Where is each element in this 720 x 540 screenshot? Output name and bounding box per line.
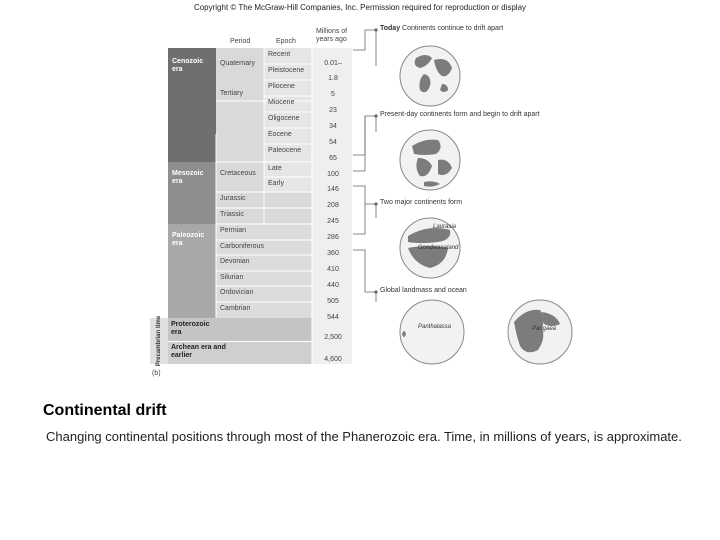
mya-value: 0.01– bbox=[324, 60, 342, 67]
period-ordovician: Ordovician bbox=[220, 289, 254, 296]
annotation-present-day: Present-day continents form and begin to drift apart bbox=[380, 111, 540, 118]
period-permian: Permian bbox=[220, 227, 247, 234]
globe-label-gondwanaland: Gondwanaland bbox=[418, 245, 459, 251]
copyright-notice: Copyright © The McGraw-Hill Companies, Inc. Permission required for reproduction or display bbox=[193, 3, 527, 12]
period-triassic: Triassic bbox=[220, 211, 244, 218]
annotation-global: Global landmass and ocean bbox=[380, 287, 467, 294]
epoch-miocene: Miocene bbox=[268, 99, 295, 106]
mya-value: 360 bbox=[327, 250, 339, 257]
archean-label: Archean era and earlier bbox=[171, 344, 226, 359]
globe-label-laurasia: Laurasia bbox=[433, 224, 457, 230]
mya-value: 505 bbox=[327, 298, 339, 305]
globe-label-pangaea: Pangaea bbox=[532, 326, 557, 332]
epoch-oligocene: Oligocene bbox=[268, 115, 300, 122]
mya-value: 5 bbox=[331, 91, 335, 98]
globe-pangaea bbox=[506, 298, 574, 366]
globe-label-panthalassa: Panthalassa bbox=[418, 324, 452, 330]
mya-value: 146 bbox=[327, 186, 339, 193]
mya-value: 208 bbox=[327, 202, 339, 209]
mya-value: 54 bbox=[329, 139, 337, 146]
period-jurassic: Jurassic bbox=[220, 195, 246, 202]
mesozoic-era-label: Mesozoic era bbox=[172, 170, 204, 185]
period-cambrian: Cambrian bbox=[220, 305, 251, 312]
epoch-pliocene: Pliocene bbox=[268, 83, 295, 90]
geologic-timescale-figure bbox=[150, 20, 590, 390]
cenozoic-era-label: Cenozoic era bbox=[172, 58, 204, 73]
mya-value: 100 bbox=[327, 171, 339, 178]
mya-value: 440 bbox=[327, 282, 339, 289]
mya-value: 286 bbox=[327, 234, 339, 241]
mya-value: 4,600 bbox=[324, 356, 342, 363]
epoch-paleocene: Paleocene bbox=[268, 147, 302, 154]
annotation-today bbox=[380, 25, 503, 32]
mya-value: 410 bbox=[327, 266, 339, 273]
mya-value: 1.8 bbox=[328, 75, 338, 82]
period-devonian: Devonian bbox=[220, 258, 250, 265]
period-silurian: Silurian bbox=[220, 274, 244, 281]
globe-panthalassa bbox=[398, 298, 466, 366]
epoch-pleistocene: Pleistocene bbox=[268, 67, 305, 74]
annotation-today-text: Continents continue to drift apart bbox=[400, 25, 504, 32]
paleozoic-era-label: Paleozoic era bbox=[172, 232, 205, 247]
epoch-eocene: Eocene bbox=[268, 131, 292, 138]
globe-today bbox=[398, 44, 462, 108]
mya-value: 34 bbox=[329, 123, 337, 130]
annotation-today-bold: Today bbox=[380, 25, 401, 32]
precambrian-label: Precambrian time bbox=[156, 315, 162, 367]
period-quaternary: Quaternary bbox=[220, 60, 256, 67]
caption-body: Changing continental positions through most of the Phanerozoic era. Time, in millions of years, is approximate. bbox=[46, 429, 682, 444]
mya-value: 245 bbox=[327, 218, 339, 225]
mya-value: 544 bbox=[327, 314, 339, 321]
mya-value: 65 bbox=[329, 155, 337, 162]
mya-value: 23 bbox=[329, 107, 337, 114]
globe-present-day bbox=[398, 128, 462, 192]
epoch-early: Early bbox=[268, 180, 284, 187]
period-tertiary: Tertiary bbox=[220, 90, 243, 97]
panel-label: (b) bbox=[152, 370, 161, 377]
mya-header: Millions of years ago bbox=[316, 28, 348, 43]
period-carboniferous: Carboniferous bbox=[220, 243, 264, 250]
period-header: Period bbox=[230, 38, 251, 45]
period-cretaceous: Cretaceous bbox=[220, 170, 256, 177]
epoch-late: Late bbox=[268, 165, 282, 172]
caption-title: Continental drift bbox=[43, 402, 167, 419]
mya-value: 2,500 bbox=[324, 334, 342, 341]
epoch-header: Epoch bbox=[276, 38, 296, 45]
epoch-recent: Recent bbox=[268, 51, 291, 58]
annotation-two-major: Two major continents form bbox=[380, 199, 463, 206]
proterozoic-label: Proterozoic era bbox=[171, 321, 210, 336]
